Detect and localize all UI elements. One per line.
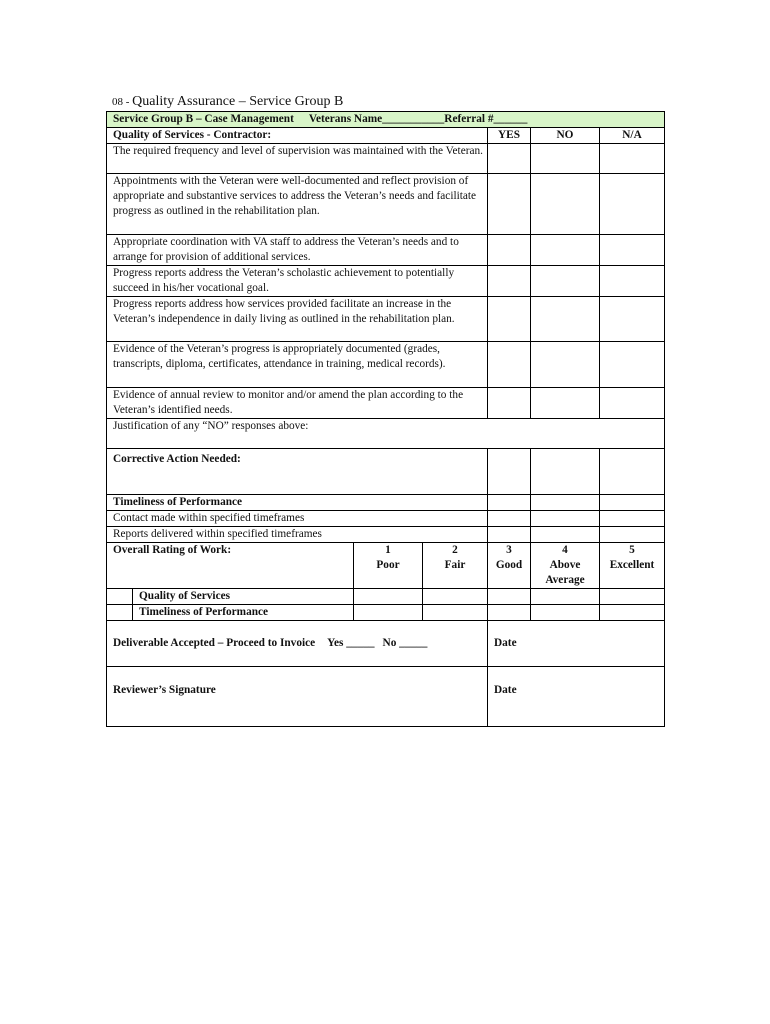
rating-row-label: Timeliness of Performance [133,605,354,621]
na-cell[interactable] [600,144,665,174]
quality-assurance-form [106,111,665,727]
yes-cell[interactable] [488,511,531,527]
rating-1-label: Poor [376,559,400,571]
na-cell[interactable] [600,174,665,235]
deliverable-yes-field[interactable]: Yes _____ [327,637,375,649]
timeliness-row [107,527,665,543]
quality-item-row [107,297,665,342]
reviewer-signature-field[interactable]: Reviewer’s Signature [107,667,488,727]
quality-item-row [107,235,665,266]
col-no-header: NO [531,128,600,144]
na-cell[interactable] [600,527,665,543]
title-number: 08 [112,96,123,108]
yes-cell[interactable] [488,342,531,388]
rating-3-cell[interactable] [488,605,531,621]
quality-section-title: Quality of Services - Contractor: [107,128,488,144]
rating-row-timeliness [107,605,665,621]
rating-row-spacer [107,589,133,605]
quality-item-text: Appropriate coordination with VA staff to address the Veteran’s needs and to arrange for provision of additional services. [107,235,488,266]
quality-item-text: Progress reports address the Veteran’s scholastic achievement to potentially succeed in his/her vocational goal. [107,266,488,297]
rating-2-label: Fair [444,559,466,571]
reviewer-row [107,667,665,727]
quality-item-row [107,266,665,297]
col-na-header: N/A [600,128,665,144]
reviewer-date-field[interactable]: Date [488,667,665,727]
quality-item-row [107,342,665,388]
no-cell[interactable] [531,266,600,297]
yes-cell[interactable] [488,388,531,419]
rating-4-number: 4 [562,544,568,556]
col-yes-header: YES [488,128,531,144]
no-cell[interactable] [531,342,600,388]
quality-item-row [107,388,665,419]
rating-3-header [488,543,531,589]
rating-row-spacer [107,605,133,621]
rating-5-cell[interactable] [600,589,665,605]
yes-cell[interactable] [488,527,531,543]
rating-4-label-line2: Average [545,574,585,586]
rating-4-header [531,543,600,589]
yes-cell[interactable] [488,297,531,342]
title-text: Quality Assurance – Service Group B [132,94,344,109]
deliverable-row [107,621,665,667]
quality-item-text: Evidence of the Veteran’s progress is appropriately documented (grades, transcripts, diploma, certificates, attendance in training, medical records). [107,342,488,388]
deliverable-no-field[interactable]: No _____ [382,637,428,649]
rating-row-label: Quality of Services [133,589,354,605]
justification-field[interactable]: Justification of any “NO” responses above: [107,419,665,449]
no-cell[interactable] [531,388,600,419]
na-cell[interactable] [600,388,665,419]
rating-2-header [423,543,488,589]
title-separator: - [123,96,133,108]
corrective-action-row [107,449,665,495]
deliverable-date-field[interactable]: Date [488,621,665,667]
rating-5-label: Excellent [609,559,655,571]
yes-cell[interactable] [488,174,531,235]
form-header-cell [107,112,665,128]
rating-5-header [600,543,665,589]
rating-1-cell[interactable] [354,589,423,605]
veterans-name-field[interactable]: Veterans Name___________ [308,113,445,125]
na-cell[interactable] [600,297,665,342]
rating-4-label-line1: Above [549,559,581,571]
rating-1-number: 1 [385,544,391,556]
quality-item-text: Appointments with the Veteran were well-documented and reflect provision of appropriate and substantive services to address the Veteran’s needs and facilitate progress as outlined in the rehabilitation plan. [107,174,488,235]
na-cell[interactable] [600,266,665,297]
na-cell[interactable] [600,235,665,266]
document-title [112,94,343,110]
deliverable-label: Deliverable Accepted – Proceed to Invoice [113,637,316,649]
form-header-row [107,112,665,128]
rating-5-cell[interactable] [600,605,665,621]
no-cell[interactable] [531,235,600,266]
rating-row-quality [107,589,665,605]
no-cell[interactable] [531,297,600,342]
na-cell[interactable] [600,511,665,527]
justification-row [107,419,665,449]
timeliness-header-row [107,495,665,511]
corrective-action-label: Corrective Action Needed: [107,449,488,495]
quality-item-text: Progress reports address how services provided facilitate an increase in the Veteran’s independence in daily living as outlined in the rehabilitation plan. [107,297,488,342]
no-cell[interactable] [531,174,600,235]
overall-rating-title: Overall Rating of Work: [107,543,354,589]
rating-3-label: Good [495,559,523,571]
timeliness-title: Timeliness of Performance [107,495,488,511]
timeliness-item: Reports delivered within specified timeframes [107,527,488,543]
referral-field[interactable]: Referral #______ [444,113,528,125]
no-cell[interactable] [531,527,600,543]
quality-item-row [107,144,665,174]
deliverable-cell [107,621,488,667]
na-cell[interactable] [600,342,665,388]
rating-4-cell[interactable] [531,589,600,605]
quality-item-row [107,174,665,235]
yes-cell[interactable] [488,144,531,174]
quality-header-row [107,128,665,144]
quality-item-text: Evidence of annual review to monitor and/or amend the plan according to the Veteran’s identified needs. [107,388,488,419]
corrective-no-cell[interactable] [531,449,600,495]
yes-cell[interactable] [488,266,531,297]
no-cell[interactable] [531,144,600,174]
timeliness-item: Contact made within specified timeframes [107,511,488,527]
rating-1-header [354,543,423,589]
timeliness-row [107,511,665,527]
rating-2-cell[interactable] [423,605,488,621]
service-group-label: Service Group B – Case Management [113,113,294,125]
rating-3-cell[interactable] [488,589,531,605]
corrective-yes-cell[interactable] [488,449,531,495]
quality-item-text: The required frequency and level of supervision was maintained with the Veteran. [107,144,488,174]
yes-cell[interactable] [488,235,531,266]
rating-3-number: 3 [506,544,512,556]
rating-header-row [107,543,665,589]
rating-4-cell[interactable] [531,605,600,621]
rating-1-cell[interactable] [354,605,423,621]
rating-2-number: 2 [452,544,458,556]
rating-5-number: 5 [629,544,635,556]
corrective-na-cell[interactable] [600,449,665,495]
no-cell[interactable] [531,511,600,527]
rating-2-cell[interactable] [423,589,488,605]
